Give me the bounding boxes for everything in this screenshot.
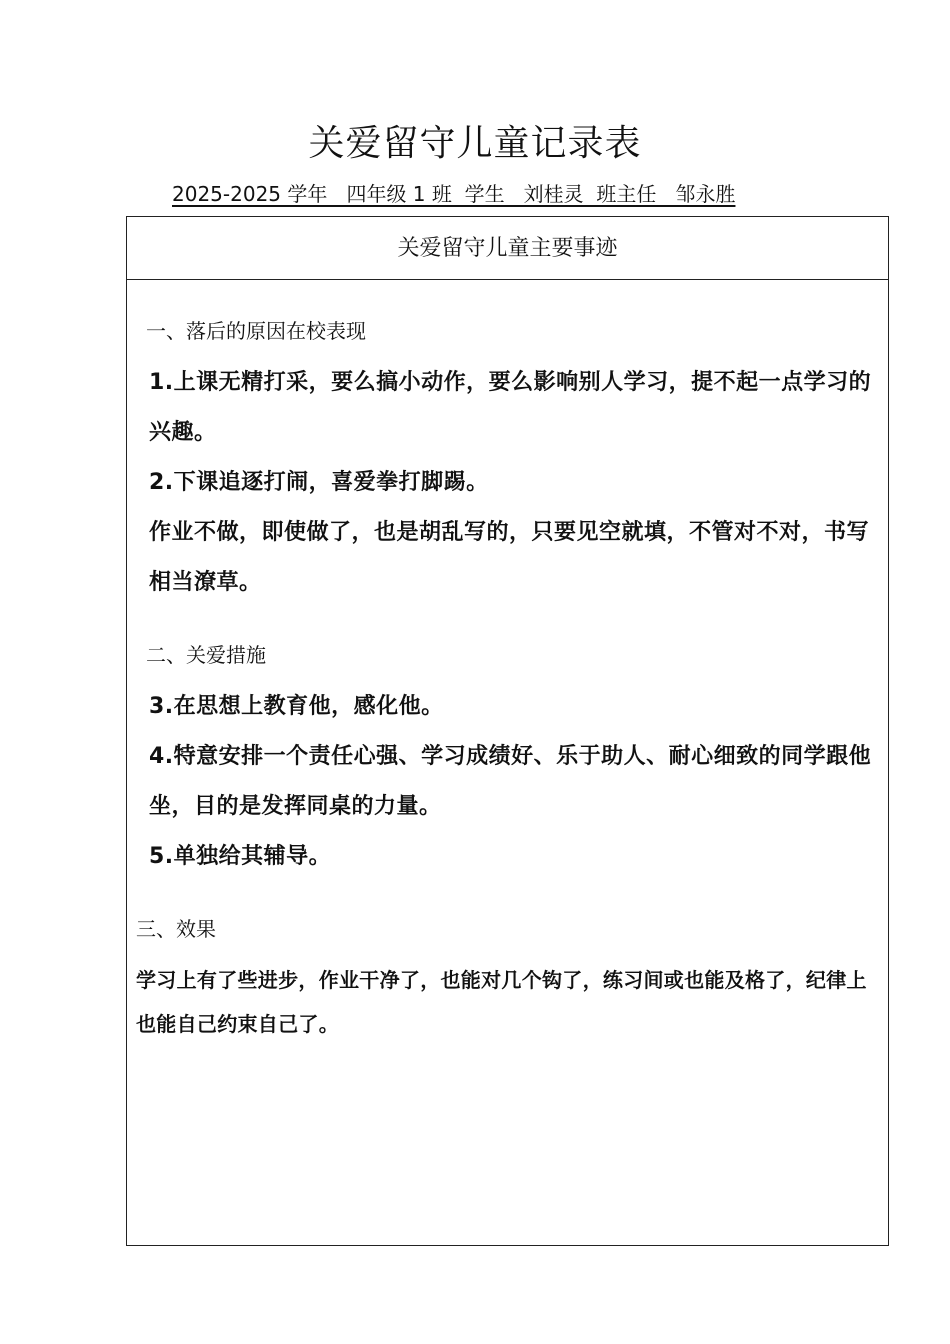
table-header: 关爱留守儿童主要事迹 [127, 217, 888, 280]
reason-item-1: 1.上课无精打采，要么搞小动作，要么影响别人学习，提不起一点学习的兴趣。 [149, 370, 872, 445]
measure-item-3: 3.在思想上教育他，感化他。 [149, 694, 444, 719]
record-table [126, 216, 889, 1246]
reason-item-3: 作业不做，即使做了，也是胡乱写的，只要见空就填，不管对不对，书写相当潦草。 [149, 520, 870, 595]
reason-item-2: 2.下课追逐打闹，喜爱拳打脚踢。 [149, 470, 489, 495]
section-heading-measures: 二、关爱措施 [146, 643, 266, 667]
measure-item-5: 5.单独给其辅导。 [149, 844, 332, 869]
section-heading-reasons: 一、落后的原因在校表现 [146, 319, 366, 343]
measure-item-4: 4.特意安排一个责任心强、学习成绩好、乐于助人、耐心细致的同学跟他坐，目的是发挥同桌的力量。 [149, 744, 872, 819]
effect-text: 学习上有了些进步，作业干净了，也能对几个钩了，练习间或也能及格了，纪律上也能自己约束自己了。 [136, 968, 867, 1036]
document-subtitle: 2025-2025 学年 四年级 1 班 学生 刘桂灵 班主任 邹永胜 [172, 182, 736, 206]
document-title: 关爱留守儿童记录表 [308, 123, 642, 164]
section-heading-effect: 三、效果 [136, 917, 216, 941]
